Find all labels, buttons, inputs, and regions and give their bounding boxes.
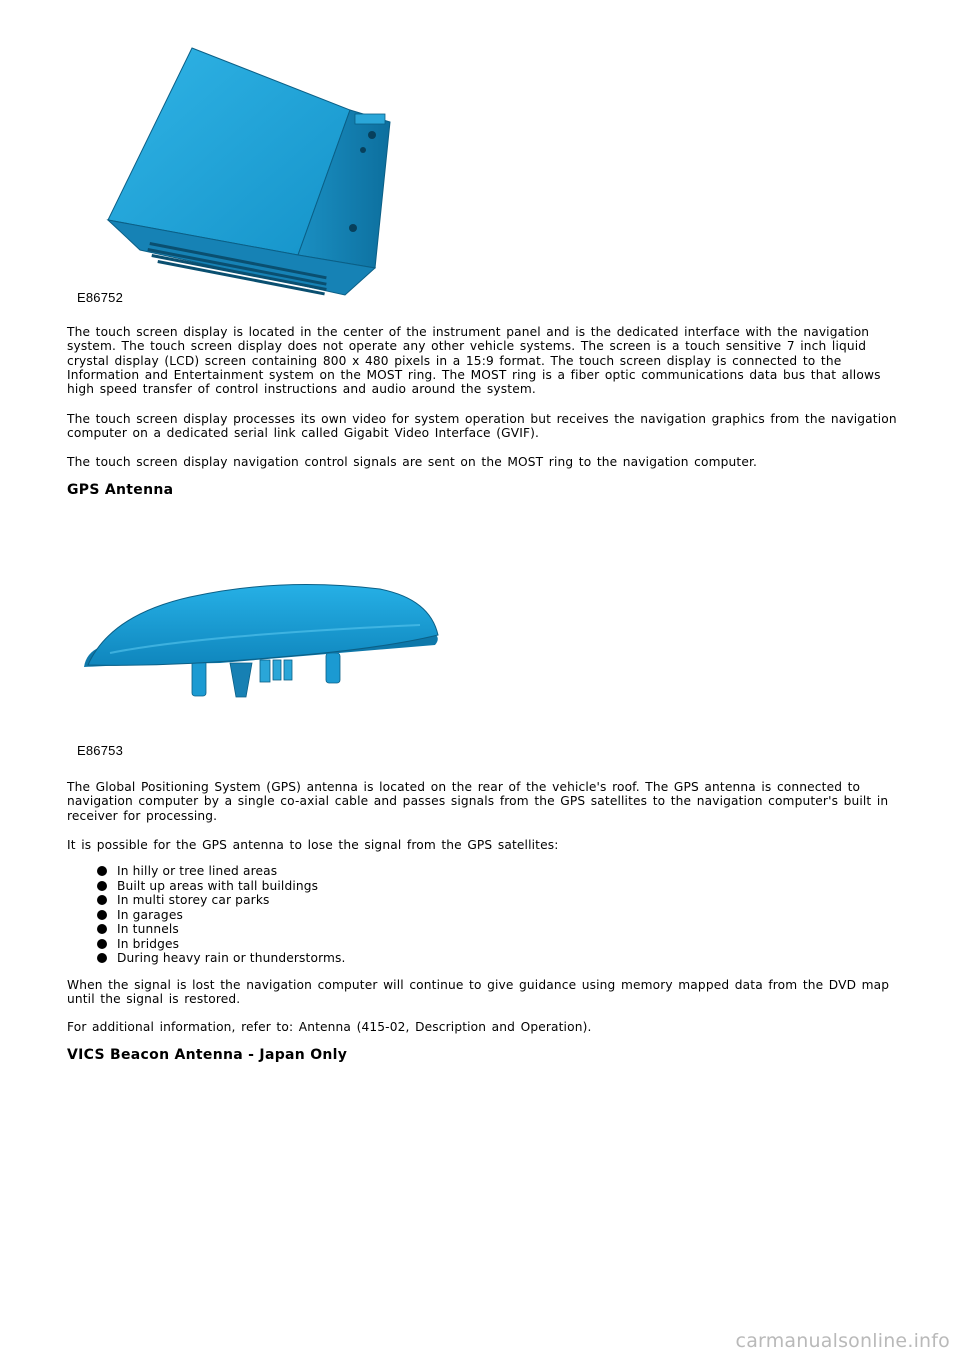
watermark-text: carmanualsonline.info — [735, 1330, 950, 1352]
paragraph: It is possible for the GPS antenna to lose the signal from the GPS satellites: — [67, 838, 559, 852]
list-item: In bridges — [97, 937, 346, 952]
figure-label: E86752 — [77, 290, 124, 305]
touch-screen-module-illustration — [100, 40, 400, 300]
section-heading: VICS Beacon Antenna - Japan Only — [67, 1047, 348, 1063]
paragraph: The touch screen display navigation control signals are sent on the MOST ring to the navigation computer. — [67, 455, 758, 469]
list-item: In garages — [97, 908, 346, 923]
paragraph: For additional information, refer to: Antenna (415-02, Description and Operation). — [67, 1020, 592, 1034]
paragraph: The touch screen display processes its own video for system operation but receives the navigation graphics from the navigation computer on a dedicated serial link called Gigabit Video Interface (GVIF). — [67, 412, 897, 441]
section-heading: GPS Antenna — [67, 482, 174, 498]
list-item: Built up areas with tall buildings — [97, 879, 346, 894]
figure-label: E86753 — [77, 743, 124, 758]
paragraph: The Global Positioning System (GPS) antenna is located on the rear of the vehicle's roof. The GPS antenna is connected to navigation computer by a single co-axial cable and passes signals from the GPS satellites to the navigation computer's built in receiver for processing. — [67, 780, 889, 823]
list-item: During heavy rain or thunderstorms. — [97, 951, 346, 966]
paragraph: When the signal is lost the navigation computer will continue to give guidance using memory mapped data from the DVD map until the signal is restored. — [67, 978, 890, 1007]
paragraph: The touch screen display is located in the center of the instrument panel and is the dedicated interface with the navigation system. The touch screen display does not operate any other vehicle systems. The screen is a touch sensitive 7 inch liquid crystal display (LCD) screen containing 800 x 480 pixels in a 15:9 format. The touch screen display is connected to the Information and Entertainment system on the MOST ring. The MOST ring is a fiber optic communications data bus that allows high speed transfer of control instructions and audio around the system. — [67, 325, 881, 397]
gps-antenna-illustration — [80, 575, 450, 705]
list-item: In tunnels — [97, 922, 346, 937]
list-item: In hilly or tree lined areas — [97, 864, 346, 879]
conditions-list — [97, 864, 346, 966]
list-item: In multi storey car parks — [97, 893, 346, 908]
